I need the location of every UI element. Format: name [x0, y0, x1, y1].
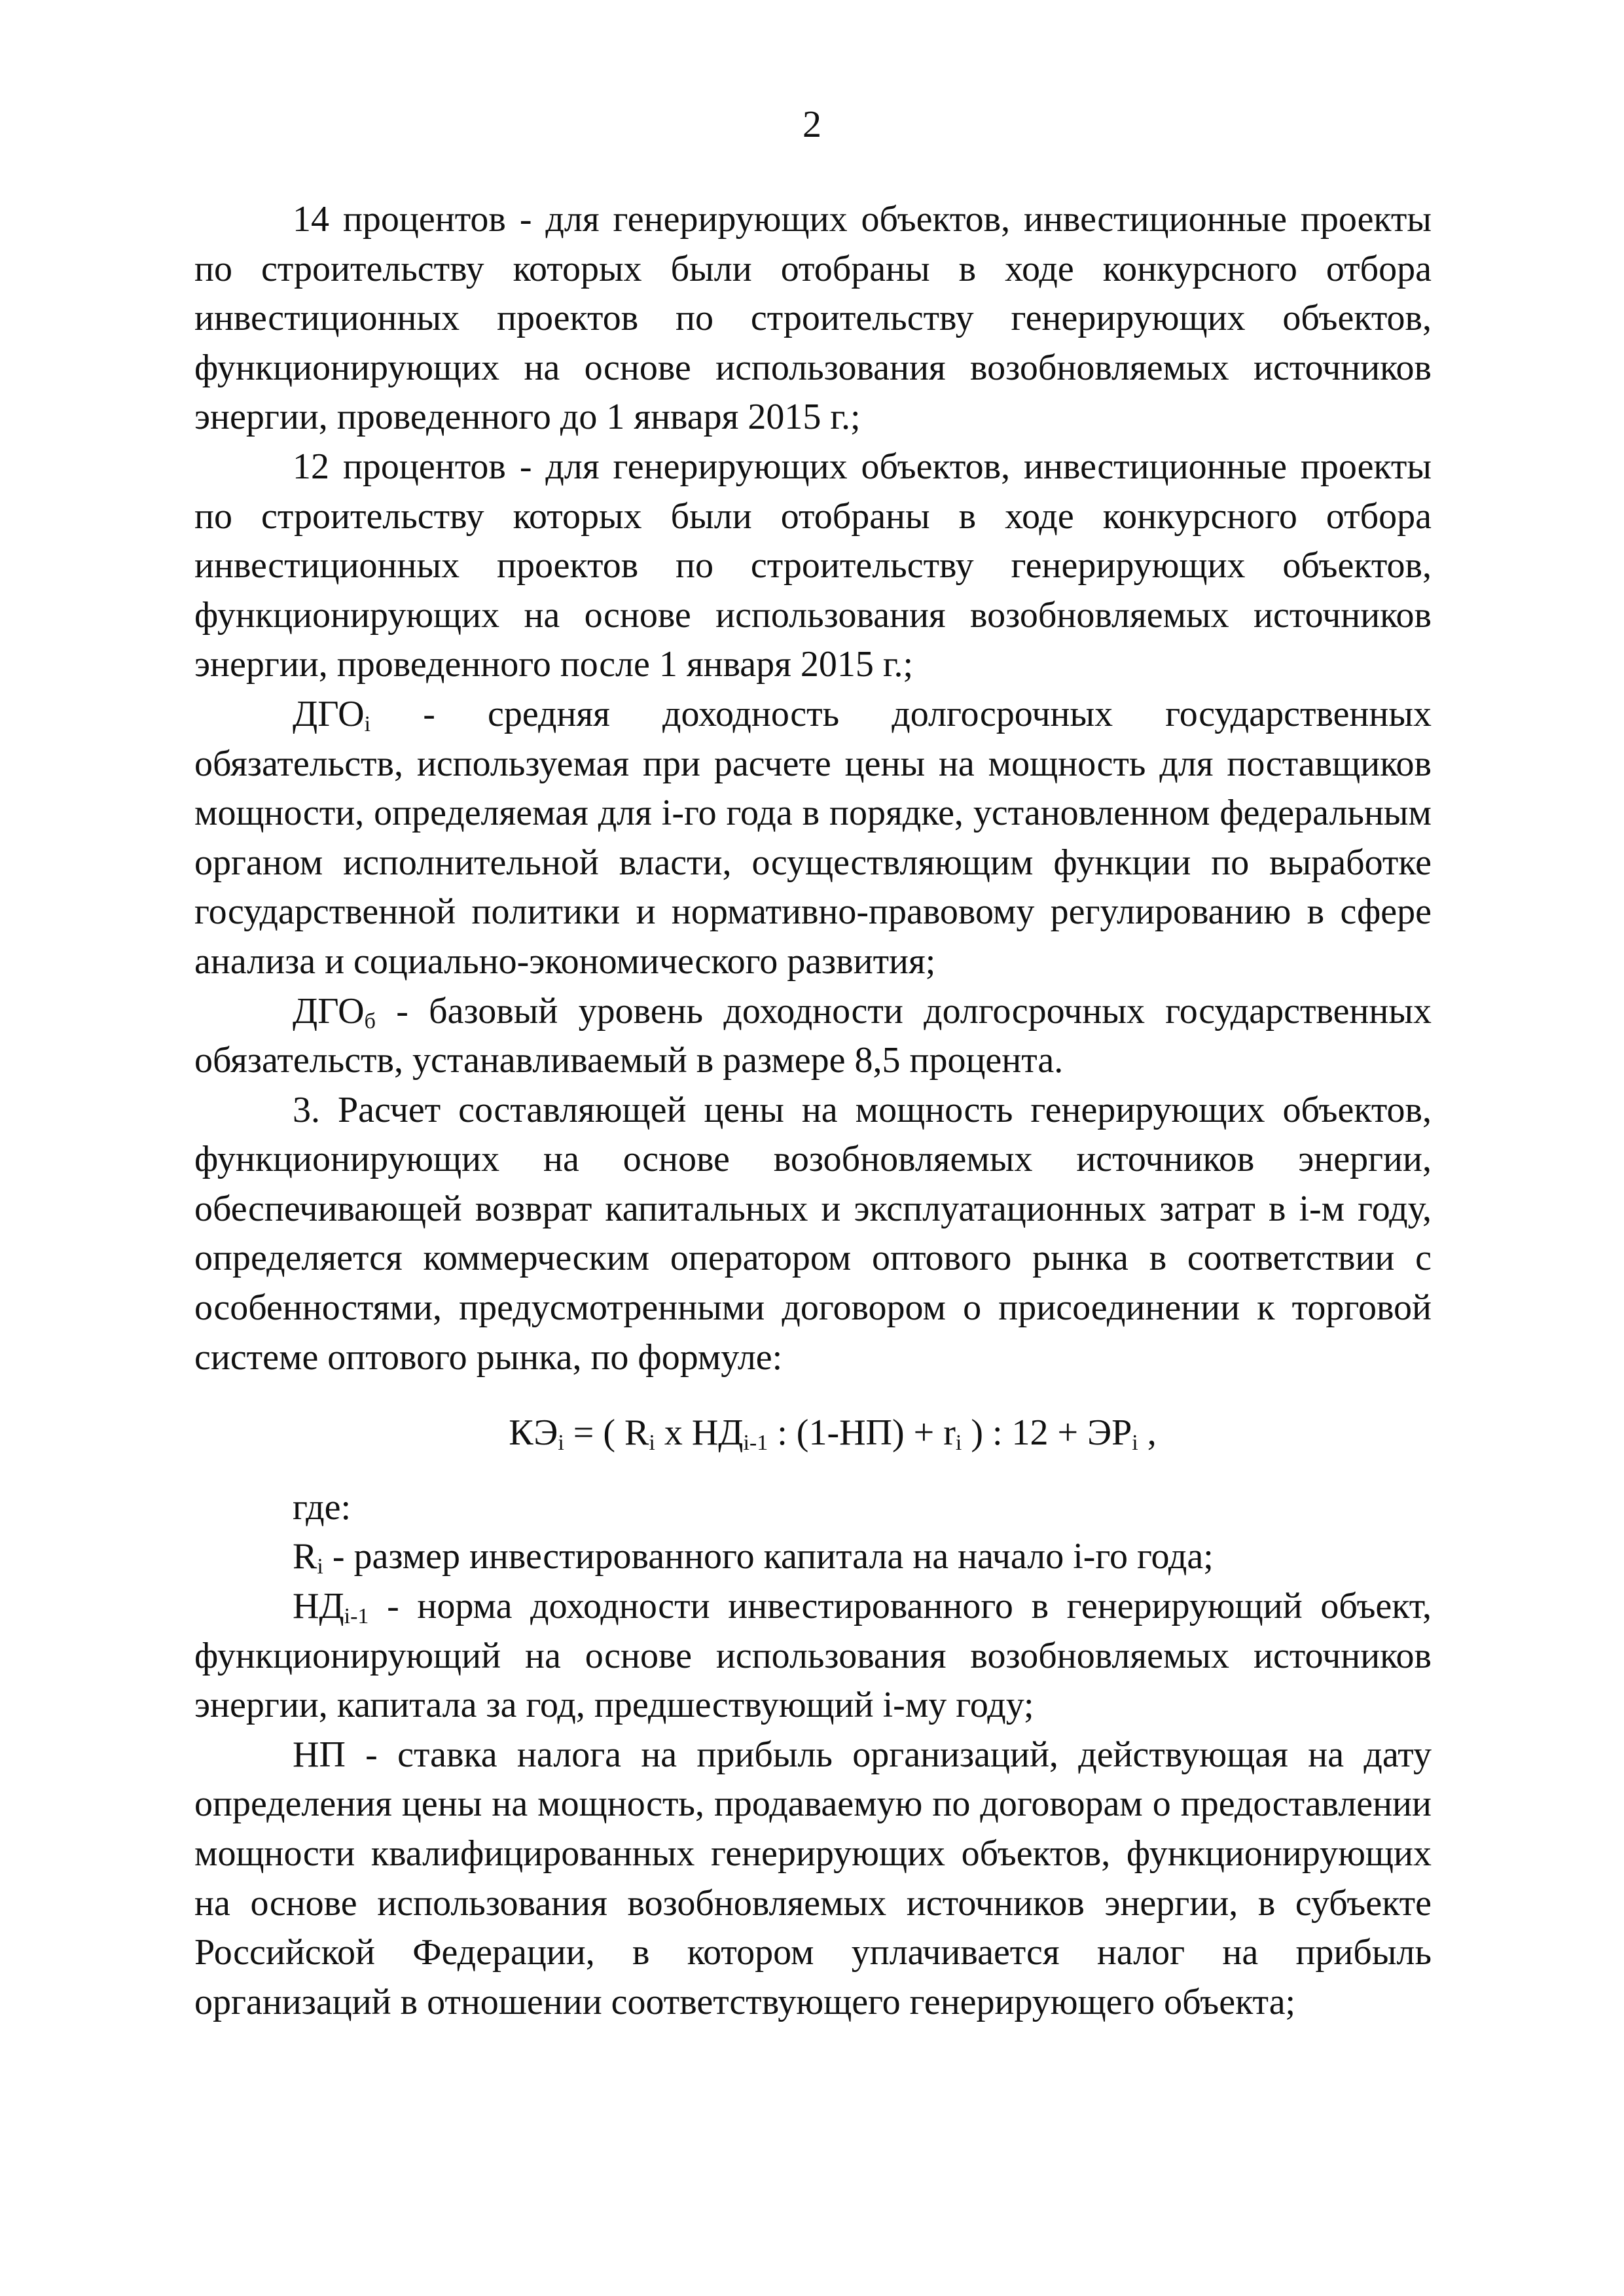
term-subscript: б [364, 1009, 376, 1033]
formula-subscript: i [955, 1431, 962, 1456]
page-number: 2 [803, 103, 821, 145]
definition-r-i [194, 1532, 1432, 1582]
term-dgo: ДГО [293, 693, 365, 734]
definition-text: - средняя доходность долгосрочных государственных обязательств, используемая при расчете цены на мощность для поставщиков мощности, определяемая для i-го года в порядке, установленном федеральным органом исполнительной власти, осуществляющим функции по выработке государственной политики и нормативно-правовому регулированию в сфере анализа и социально-экономического развития; [194, 693, 1432, 982]
formula-part: ) : 12 + [962, 1412, 1088, 1454]
definition-nd [194, 1582, 1432, 1731]
formula-part: ЭР [1087, 1412, 1132, 1454]
formula-subscript: i [649, 1431, 655, 1456]
definition-text: - норма доходности инвестированного в генерирующий объект, функционирующий на основе использования возобновляемых источников энергии, капитала за год, предшествующий i-му году; [194, 1586, 1432, 1726]
definition-dgo-i [194, 690, 1432, 987]
term-subscript: i-1 [344, 1604, 369, 1629]
formula-part: r [943, 1412, 956, 1454]
definition-text: - размер инвестированного капитала на начало i-го года; [323, 1536, 1214, 1577]
formula [194, 1408, 1432, 1458]
formula-part: = ( [564, 1412, 624, 1454]
definition-np: НП - ставка налога на прибыль организаций, действующая на дату определения цены на мощность, продаваемую по договорам о предоставлении мощности квалифицированных генерирующих объектов, функционирующих на основе использования возобновляемых источников энергии, в субъекте Российской Федерации, в котором уплачивается налог на прибыль организаций в отношении соответствующего генерирующего объекта; [194, 1734, 1432, 2022]
formula-part: x [655, 1412, 692, 1454]
term-subscript: i [364, 711, 371, 736]
formula-subscript: i-1 [743, 1431, 768, 1456]
formula-part: НД [691, 1412, 744, 1454]
document-body [194, 195, 1432, 2027]
formula-part: R [624, 1412, 649, 1454]
term-subscript: i [317, 1554, 323, 1579]
formula-subscript: i [1132, 1431, 1138, 1456]
term-nd: НД [293, 1586, 344, 1627]
term-dgo: ДГО [293, 990, 365, 1031]
formula-part: : (1-НП) + [768, 1412, 944, 1454]
definition-text: - базовый уровень доходности долгосрочных государственных обязательств, устанавливаемый в размере 8,5 процента. [194, 990, 1432, 1081]
paragraph-12-percent: 12 процентов - для генерирующих объектов, инвестиционные проекты по строительству которых были отобраны в ходе конкурсного отбора инвестиционных проектов по строительству генерирующих объектов, функционирующих на основе использования возобновляемых источников энергии, проведенного после 1 января 2015 г.; [194, 446, 1432, 685]
formula-part: , [1138, 1412, 1157, 1454]
definition-dgo-b [194, 987, 1432, 1086]
term-r: R [293, 1536, 317, 1577]
where-label: где: [293, 1486, 352, 1528]
paragraph-section-3: 3. Расчет составляющей цены на мощность генерирующих объектов, функционирующих на основе возобновляемых источников энергии, обеспечивающей возврат капитальных и эксплуатационных затрат в i-м году, определяется коммерческим оператором оптового рынка в соответствии с особенностями, предусмотренными договором о присоединении к торговой системе оптового рынка, по формуле: [194, 1089, 1432, 1378]
paragraph-14-percent: 14 процентов - для генерирующих объектов, инвестиционные проекты по строительству которых были отобраны в ходе конкурсного отбора инвестиционных проектов по строительству генерирующих объектов, функционирующих на основе использования возобновляемых источников энергии, проведенного до 1 января 2015 г.; [194, 199, 1432, 438]
formula-subscript: i [558, 1431, 564, 1456]
formula-lhs: КЭ [509, 1412, 558, 1454]
